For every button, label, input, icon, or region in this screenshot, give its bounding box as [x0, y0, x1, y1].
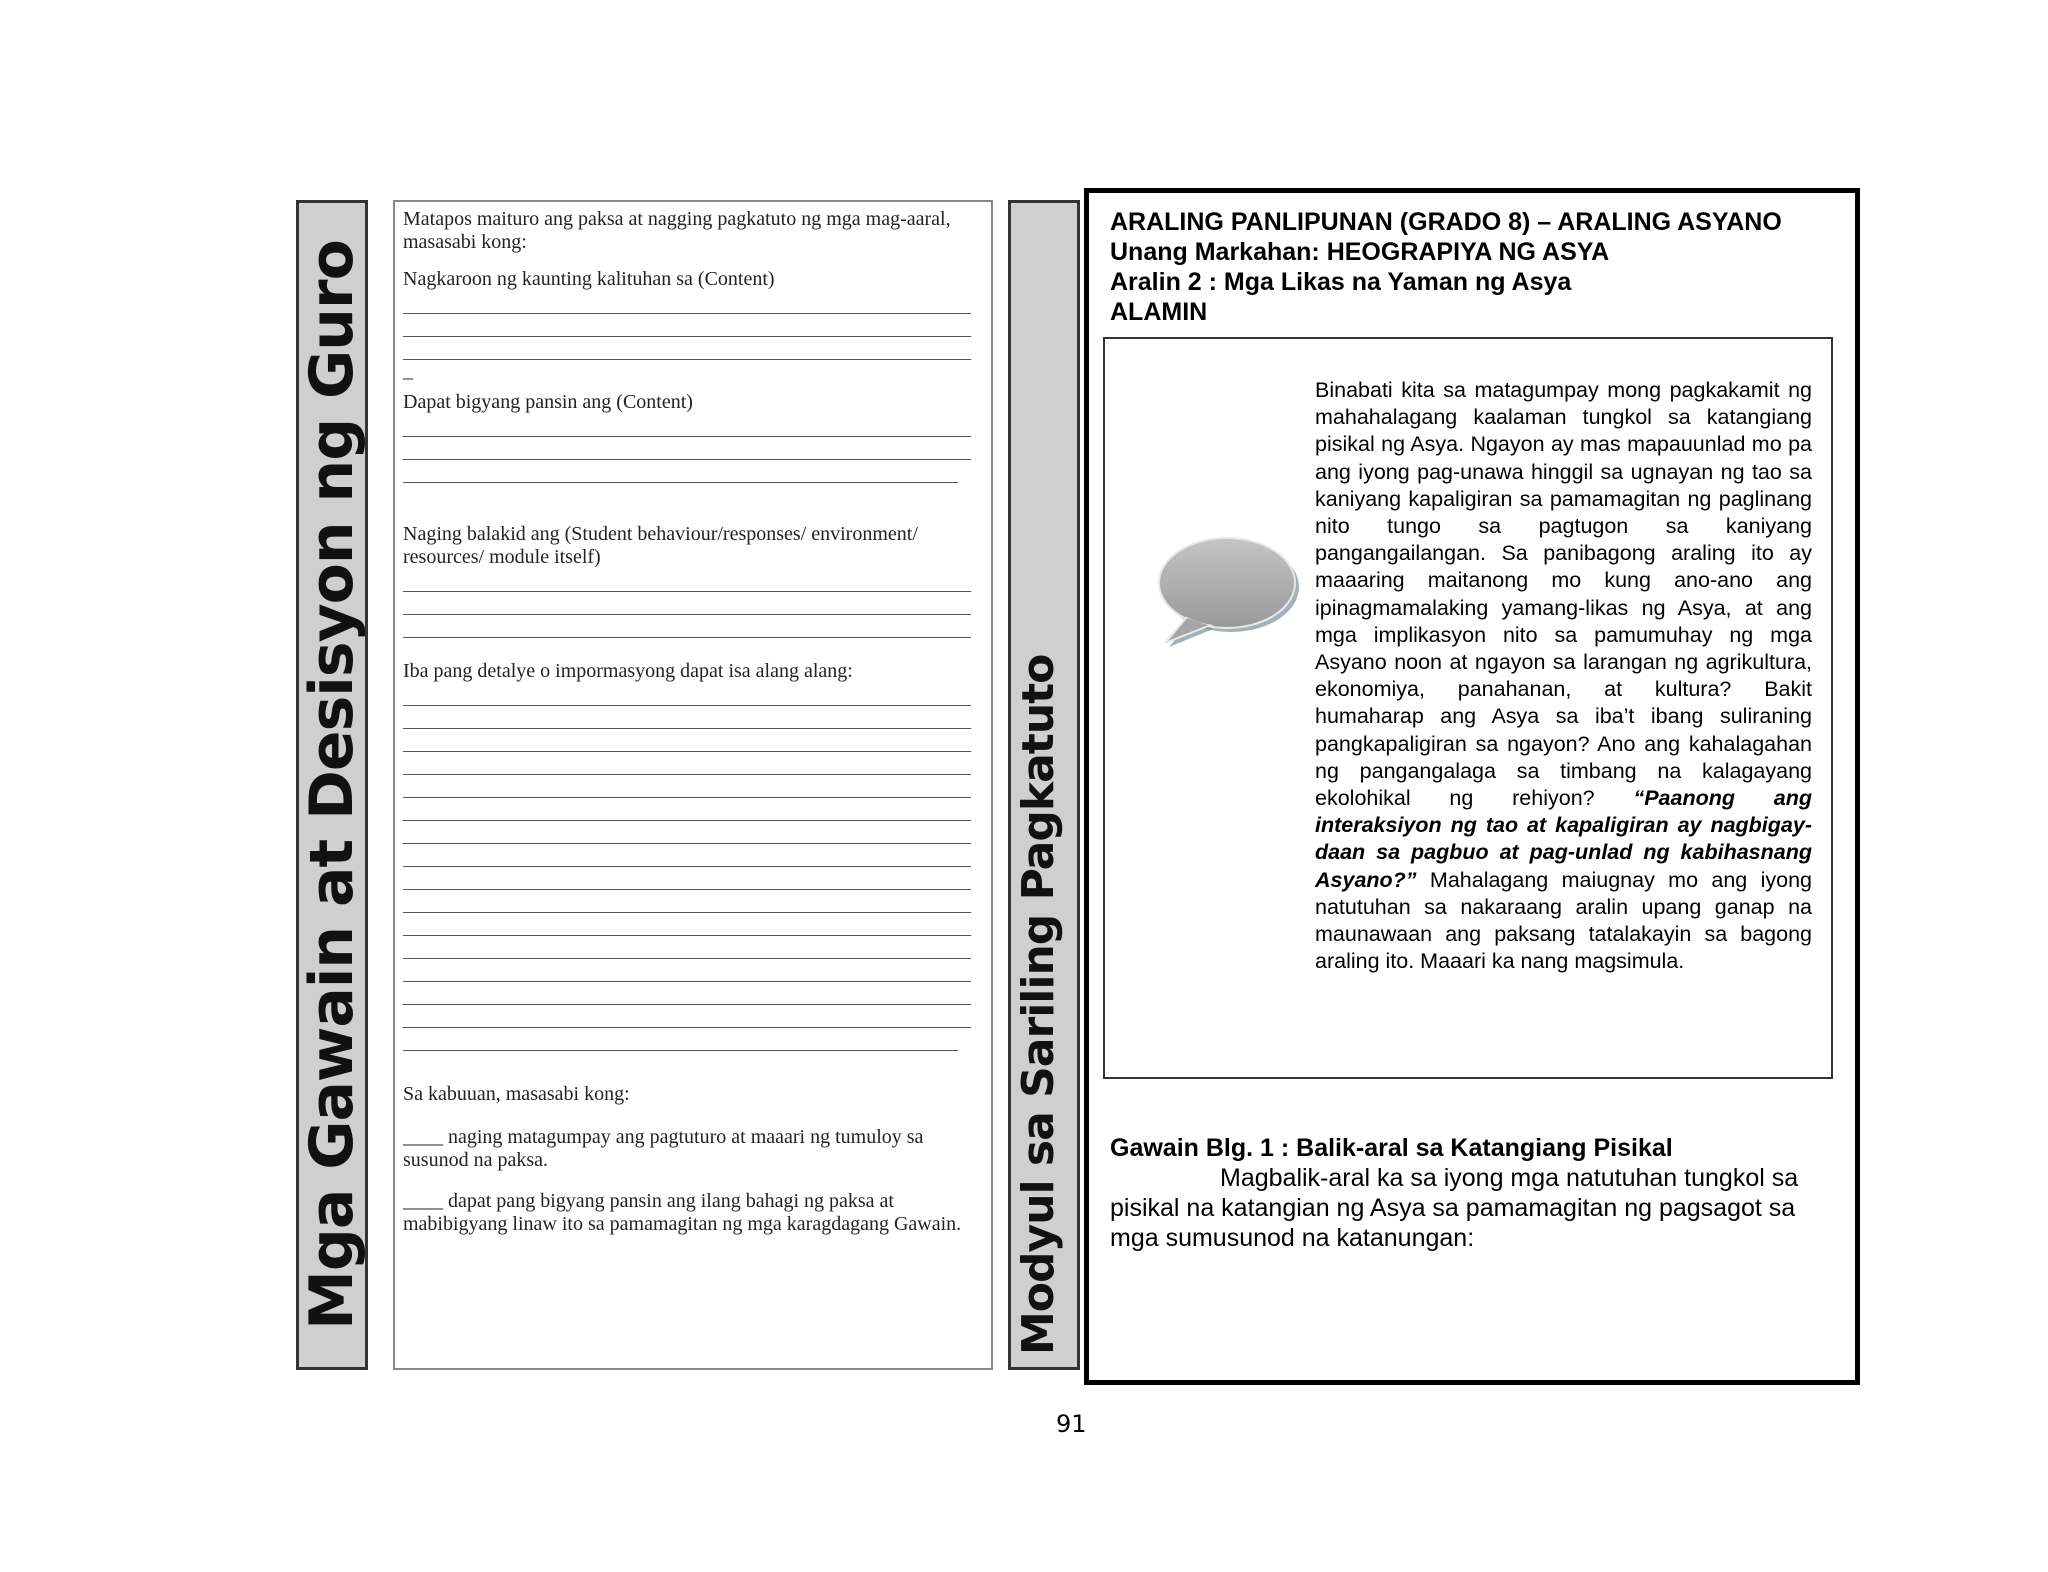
intro-paragraph [1315, 377, 1812, 975]
notes-section-obstacles: Naging balakid ang (Student behaviour/responses/ environment/ resources/ module itself) [403, 523, 918, 568]
teacher-banner-title: Mga Gawain at Desisyon ng Guro [297, 240, 367, 1330]
quarter-title: Unang Markahan: HEOGRAPIYA NG ASYA [1110, 238, 1610, 266]
section-title: ALAMIN [1110, 298, 1208, 326]
notes-section-confusion: Nagkaroon ng kaunting kalituhan sa (Content) [403, 268, 775, 290]
lesson-panel [1084, 188, 1860, 1385]
answer-line [403, 913, 971, 936]
answer-line [403, 706, 971, 729]
answer-line [403, 414, 971, 437]
answer-line [403, 775, 971, 798]
speech-bubble-icon [1151, 529, 1301, 659]
answer-line [403, 821, 971, 844]
intro-box [1103, 337, 1833, 1079]
answer-line [403, 890, 971, 913]
notes-section-attention: Dapat bigyang pansin ang (Content) [403, 391, 693, 413]
answer-line [403, 844, 971, 867]
intro-text-part1: Binabati kita sa matagumpay mong pagkakamit ng mahahalagang kaalaman tungkol sa katangiang pisikal ng Asya. Ngayon ay mas mapauunlad mo pa ang iyong pag-unawa hinggil sa ugnayan ng tao sa kaniyang kapaligiran sa pamamagitan ng paglinang nito tungo sa pagtugon sa kaniyang pangangailangan. Sa panibagong araling ito ay maaaring maitanong mo kung ano-ano ang ipinagmamalaking yamang-likas ng Asya, at ang mga implikasyon nito sa pamumuhay ng mga Asyano noon at ngayon sa larangan ng agrikultura, ekonomiya, panahanan, at kultura? Bakit humaharap ang Asya sa iba’t ibang suliraning pangkapaligiran sa ngayon? Ano ang kahalagahan ng pangangalaga sa timbang na kalagayang ekolohikal ng rehiyon? [1315, 378, 1812, 811]
module-banner [1008, 200, 1080, 1370]
answer-line [403, 1028, 958, 1051]
answer-line [403, 291, 971, 314]
page-number: 91 [1056, 1410, 1087, 1438]
answer-line [403, 729, 971, 752]
teacher-notes [393, 200, 993, 1370]
answer-line [403, 798, 971, 821]
lesson-title: Aralin 2 : Mga Likas na Yaman ng Asya [1110, 268, 1572, 296]
answer-line [403, 314, 971, 337]
lesson-header [1110, 207, 1782, 327]
subject-title: ARALING PANLIPUNAN (GRADO 8) – ARALING ASYANO [1110, 208, 1782, 236]
answer-line [403, 592, 971, 615]
answer-line [403, 337, 971, 360]
notes-intro: Matapos maituro ang paksa at nagging pagkatuto ng mga mag-aaral, masasabi kong: [403, 208, 951, 253]
notes-dash: _ [403, 360, 413, 382]
notes-option-attention: ____ dapat pang bigyang pansin ang ilang bahagi ng paksa at mabibigyang linaw ito sa pamamagitan ng mga karagdagang Gawain. [403, 1190, 962, 1235]
answer-line [403, 959, 971, 982]
activity-title: Gawain Blg. 1 : Balik-aral sa Katangiang Pisikal [1110, 1134, 1673, 1162]
answer-line [403, 936, 971, 959]
notes-summary: Sa kabuuan, masasabi kong: [403, 1083, 630, 1105]
intro-key-question: “Paanong ang interaksiyon ng tao at kapaligiran ay nagbigay-daan sa pagbuo at pag-unlad ng kabihasnang Asyano?” [1315, 786, 1813, 892]
answer-line [403, 437, 971, 460]
notes-section-other: Iba pang detalye o impormasyong dapat isa alang alang: [403, 660, 853, 682]
answer-line [403, 569, 971, 592]
intro-text-part2: Mahalagang maiugnay mo ang iyong natutuhan sa nakaraang aralin upang ganap na maunawaan ang paksang tatalakayin sa bagong araling ito. Maaari ka nang magsimula. [1315, 867, 1812, 974]
activity-instructions: Magbalik-aral ka sa iyong mga natutuhan tungkol sa pisikal na katangian ng Asya sa pamamagitan ng pagsagot sa mga sumusunod na katanungan: [1110, 1164, 1799, 1252]
answer-line [403, 867, 971, 890]
notes-option-success: ____ naging matagumpay ang pagtuturo at maaari ng tumuloy sa susunod na paksa. [403, 1126, 924, 1171]
answer-line [403, 982, 971, 1005]
teacher-banner [296, 200, 368, 1370]
module-banner-title: Modyul sa Sariling Pagkatuto [1013, 654, 1064, 1355]
answer-line [403, 683, 971, 706]
answer-line [403, 752, 971, 775]
answer-line [403, 1005, 971, 1028]
activity-section [1110, 1133, 1845, 1253]
answer-line [403, 615, 971, 638]
answer-line [403, 460, 958, 483]
